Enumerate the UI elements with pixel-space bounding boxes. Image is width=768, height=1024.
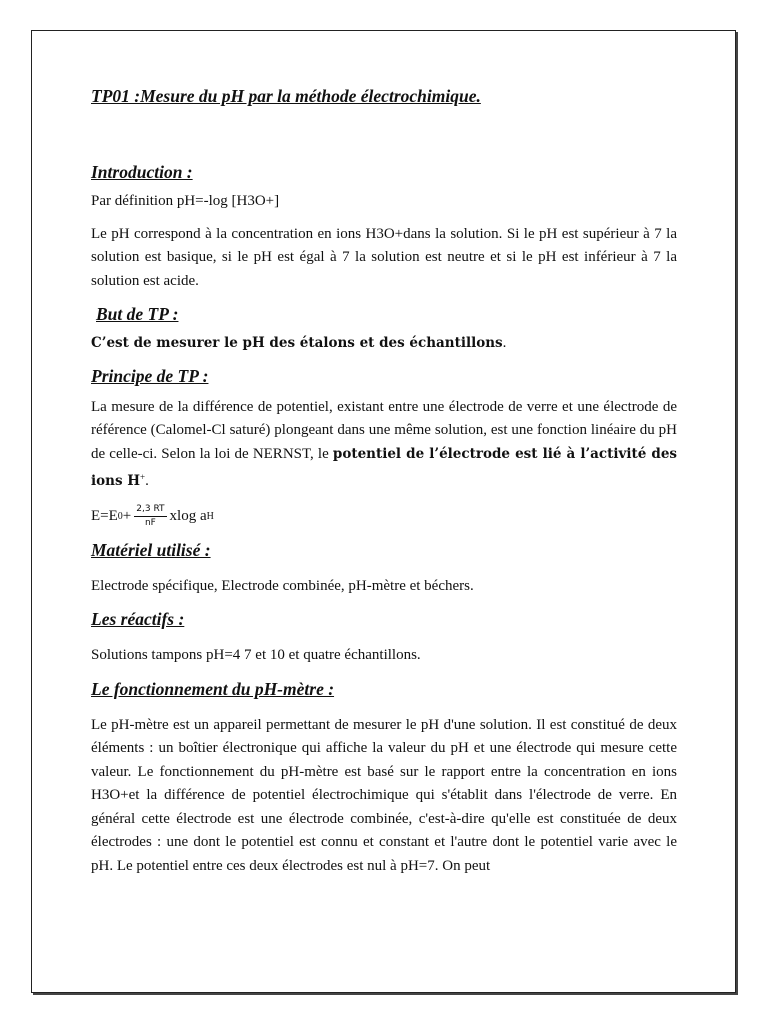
heading-reactifs: Les réactifs : bbox=[91, 609, 185, 629]
materiel-text: Electrode spécifique, Electrode combinée, pH-mètre et béchers. bbox=[91, 577, 474, 594]
formula-fraction: $\frac{2,3 RT}{nF}$ bbox=[136, 504, 165, 528]
fonctionnement-paragraph: Le pH-mètre est un appareil permettant de mesurer le pH d'une solution. Il est constitué de deux éléments : un boîtier électronique qui affiche la valeur du pH et une électrode qui mesure cette valeur. Le fonctionnement du pH-mètre est basé sur le rapport entre la concentration en ions H3O+et la différence de potentiel électrochimique qui s'établit dans l'électrode de verre. En général cette électrode est une électrode combinée, c'est-à-dire qu'elle est constituée de deux électrodes : une dont le potentiel est connu et constant et l'autre dont le potentiel varie avec le pH. Le potentiel entre ces deux électrodes est nul à pH=7. On peut bbox=[91, 716, 677, 874]
heading-materiel: Matériel utilisé : bbox=[91, 539, 211, 560]
document-title: TP01 :Mesure du pH par la méthode électrochimique. bbox=[91, 86, 481, 106]
reactifs-text: Solutions tampons pH=4 7 et 10 et quatre échantillons. bbox=[91, 647, 421, 663]
heading-but: But de TP : bbox=[96, 304, 179, 324]
but-bold-text: C’est de mesurer le pH des étalons et des échantillons bbox=[91, 335, 503, 351]
but-text: C’est de mesurer le pH des étalons et des échantillons. bbox=[91, 335, 507, 351]
principe-bold-text: potentiel de l’électrode est lié à l’activité des ions H bbox=[91, 445, 678, 489]
heading-introduction: Introduction : bbox=[91, 162, 193, 182]
nernst-formula: E=E 0 + $\frac{2,3 RT}{nF}$ xlog a H bbox=[91, 504, 214, 528]
heading-fonctionnement: Le fonctionnement du pH-mètre : bbox=[91, 678, 335, 699]
document-body bbox=[91, 86, 677, 878]
intro-definition: Par définition pH=-log [H3O+] bbox=[91, 193, 280, 209]
heading-principe: Principe de TP : bbox=[91, 365, 209, 386]
principe-paragraph: La mesure de la différence de potentiel, existant entre une électrode de verre et une électrode de référence (Calomel-Cl saturé) plongeant dans une même solution, est une fonction linéaire du pH de celle-ci. Selon la loi de NERNST, le potentiel de l’électrode est lié à l’activité des ions H+. bbox=[91, 398, 678, 489]
intro-paragraph: Le pH correspond à la concentration en ions H3O+dans la solution. Si le pH est supérieur à 7 la solution est basique, si le pH est égal à 7 la solution est neutre et si le pH est inférieur à 7 la solution est acide. bbox=[91, 225, 677, 289]
